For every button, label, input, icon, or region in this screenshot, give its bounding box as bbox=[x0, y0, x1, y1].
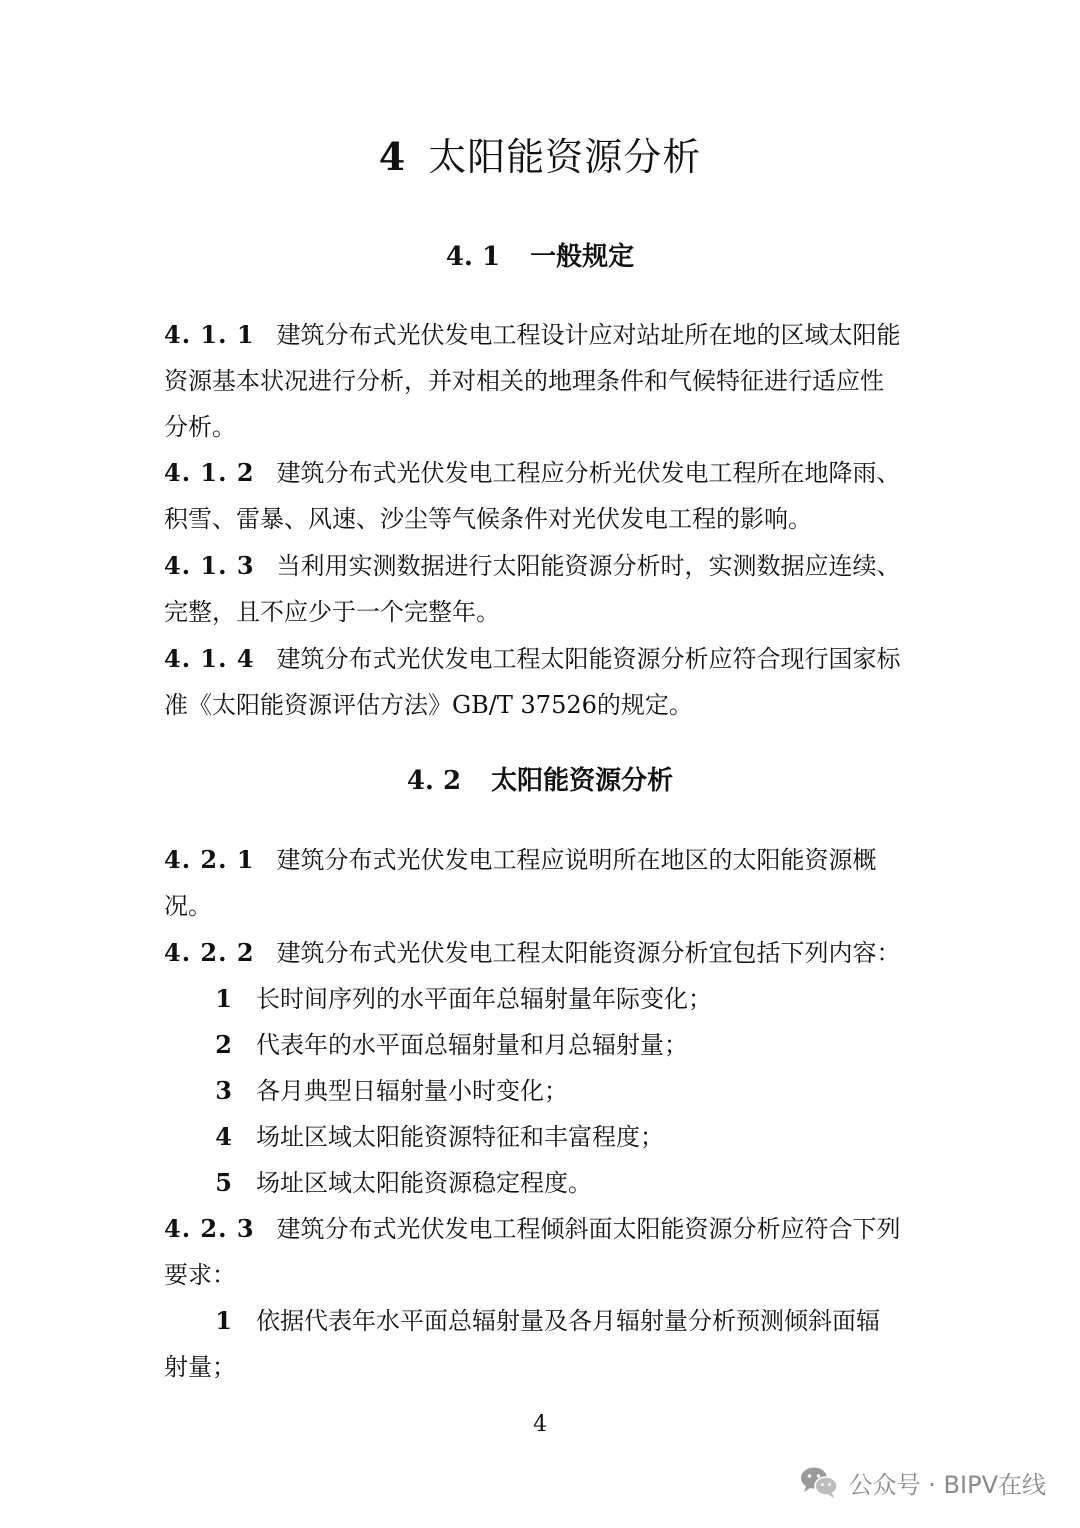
clause-4-2-2 bbox=[164, 930, 920, 976]
clause-number: 4. 1. 1 bbox=[164, 320, 255, 349]
list-item-number: 2 bbox=[215, 1030, 232, 1059]
section-title-text: 太阳能资源分析 bbox=[491, 766, 674, 796]
clause-4-1-1 bbox=[164, 312, 920, 450]
clause-text: 建筑分布式光伏发电工程设计应对站址所在地的区域太阳能 bbox=[276, 321, 901, 349]
list-item bbox=[164, 1022, 920, 1068]
clause-text: 积雪、雷暴、风速、沙尘等气候条件对光伏发电工程的影响。 bbox=[164, 505, 812, 533]
section-number: 4. 2 bbox=[406, 766, 462, 796]
list-item bbox=[164, 1114, 920, 1160]
section-title-text: 一般规定 bbox=[530, 242, 635, 272]
clause-4-2-1 bbox=[164, 837, 920, 929]
list-item-text: 代表年的水平面总辐射量和月总辐射量； bbox=[256, 1031, 688, 1059]
list-item-text: 长时间序列的水平面年总辐射量年际变化； bbox=[256, 985, 712, 1013]
clause-4-2-3 bbox=[164, 1206, 920, 1298]
clause-number: 4. 2. 1 bbox=[164, 845, 255, 874]
watermark-text: 公众号 · BIPV在线 bbox=[848, 1470, 1046, 1499]
clause-number: 4. 2. 2 bbox=[164, 938, 255, 967]
watermark bbox=[799, 1462, 1046, 1502]
clause-4-1-2 bbox=[164, 450, 920, 542]
list-item-number: 3 bbox=[215, 1076, 232, 1105]
clause-number: 4. 1. 2 bbox=[164, 458, 255, 487]
list-item-text: 各月典型日辐射量小时变化； bbox=[256, 1077, 568, 1105]
clause-4-1-3 bbox=[164, 543, 920, 635]
list-item bbox=[164, 1298, 920, 1390]
clause-text: 况。 bbox=[164, 892, 212, 920]
clause-number: 4. 2. 3 bbox=[164, 1214, 255, 1243]
clause-4-1-4 bbox=[164, 636, 920, 728]
clause-text: 完整，且不应少于一个完整年。 bbox=[164, 598, 500, 626]
list-item bbox=[164, 1160, 920, 1206]
list-item-text: 依据代表年水平面总辐射量及各月辐射量分析预测倾斜面辐 bbox=[256, 1307, 880, 1335]
clause-text: 建筑分布式光伏发电工程太阳能资源分析应符合现行国家标 bbox=[276, 645, 901, 673]
page-number: 4 bbox=[533, 1412, 547, 1437]
list-item-number: 1 bbox=[215, 984, 232, 1013]
list-item bbox=[164, 976, 920, 1022]
clause-text: 建筑分布式光伏发电工程应分析光伏发电工程所在地降雨、 bbox=[276, 459, 901, 487]
list-item-text: 场址区域太阳能资源特征和丰富程度； bbox=[256, 1123, 664, 1151]
list-item-number: 1 bbox=[215, 1306, 232, 1335]
clause-text: 建筑分布式光伏发电工程倾斜面太阳能资源分析应符合下列 bbox=[276, 1215, 901, 1243]
list-item-number: 4 bbox=[215, 1122, 232, 1151]
clause-number: 4. 1. 4 bbox=[164, 644, 255, 673]
clause-text: 建筑分布式光伏发电工程太阳能资源分析宜包括下列内容： bbox=[276, 939, 901, 967]
list-item-number: 5 bbox=[215, 1168, 232, 1197]
clause-number: 4. 1. 3 bbox=[164, 551, 255, 580]
section-title-4-2 bbox=[0, 764, 1080, 798]
list-item-text: 射量； bbox=[164, 1353, 236, 1381]
list-item-text: 场址区域太阳能资源稳定程度。 bbox=[256, 1169, 592, 1197]
wechat-icon bbox=[799, 1465, 839, 1499]
list-item bbox=[164, 1068, 920, 1114]
clause-text: 资源基本状况进行分析，并对相关的地理条件和气候特征进行适应性 bbox=[164, 367, 884, 395]
clause-text: 分析。 bbox=[164, 413, 236, 441]
chapter-number: 4 bbox=[378, 134, 407, 179]
section-number: 4. 1 bbox=[445, 242, 501, 272]
clause-text: 建筑分布式光伏发电工程应说明所在地区的太阳能资源概 bbox=[276, 846, 877, 874]
clause-text: 准《太阳能资源评估方法》GB/T 37526的规定。 bbox=[164, 691, 693, 719]
chapter-title bbox=[0, 132, 1080, 182]
chapter-title-text: 太阳能资源分析 bbox=[428, 135, 702, 179]
clause-text: 当利用实测数据进行太阳能资源分析时，实测数据应连续、 bbox=[276, 552, 901, 580]
section-title-4-1 bbox=[0, 240, 1080, 274]
clause-text: 要求： bbox=[164, 1261, 236, 1289]
